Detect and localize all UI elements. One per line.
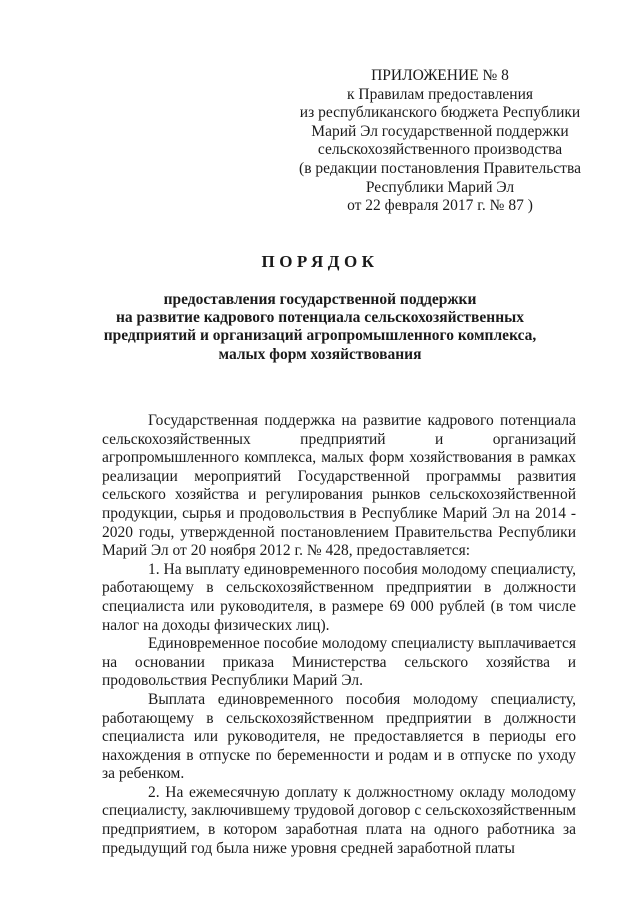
document-subtitle (100, 291, 540, 364)
subtitle-line: на развитие кадрового потенциала сельскохозяйственных (115, 309, 524, 327)
subtitle-line: предоставления государственной поддержки (163, 291, 477, 308)
appendix-line: Марий Эл государственной поддержки (311, 122, 569, 140)
document-title: ПОРЯДОК (261, 252, 379, 271)
appendix-line: к Правилам предоставления (346, 85, 534, 103)
body-paragraph: 2. На ежемесячную доплату к должностному окладу молодому специалисту, заключившему трудовой договор с сельскохозяйственным предприятием, в котором заработная плата на одного работника за предыдущий год была ниже уровня средней заработной платы (102, 783, 576, 857)
appendix-line: ПРИЛОЖЕНИЕ № 8 (371, 67, 509, 84)
appendix-line: Республики Марий Эл (365, 178, 515, 196)
body-paragraph: Выплата единовременного пособия молодому специалисту, работающему в сельскохозяйственном предприятии в должности специалиста или руководителя, не предоставляется в периоды его нахождения в отпуске по беременности и родам и в отпуске по уходу за ребенком. (102, 690, 576, 783)
body-paragraph: Государственная поддержка на развитие кадрового потенциала сельскохозяйственных предприятий и организаций агропромышленного комплекса, малых форм хозяйствования в рамках реализации мероприятий Государственной программы развития сельского хозяйства и регулирования рынков сельскохозяйственной продукции, сырья и продовольствия в Республике Марий Эл на 2014 - 2020 годы, утвержденной постановлением Правительства Республики Марий Эл от 20 ноября 2012 г. № 428, предоставляется: (102, 412, 576, 560)
appendix-line: (в редакции постановления Правительства (299, 159, 581, 177)
appendix-line: от 22 февраля 2017 г. № 87 ) (347, 197, 533, 215)
appendix-line: из республиканского бюджета Республики (299, 104, 581, 122)
document-body (102, 412, 576, 858)
body-paragraph: Единовременное пособие молодому специалисту выплачивается на основании приказа Министерства сельского хозяйства и продовольствия Республики Марий Эл. (102, 635, 576, 690)
appendix-line: сельскохозяйственного производства (317, 141, 563, 159)
subtitle-line: малых форм хозяйствования (218, 345, 422, 363)
appendix-header (285, 67, 595, 216)
subtitle-line: предприятий и организаций агропромышленного комплекса, (103, 327, 537, 345)
body-paragraph: 1. На выплату единовременного пособия молодому специалисту, работающему в сельскохозяйственном предприятии в должности специалиста или руководителя, в размере 69 000 рублей (в том числе налог на доходы физических лиц). (102, 560, 576, 634)
